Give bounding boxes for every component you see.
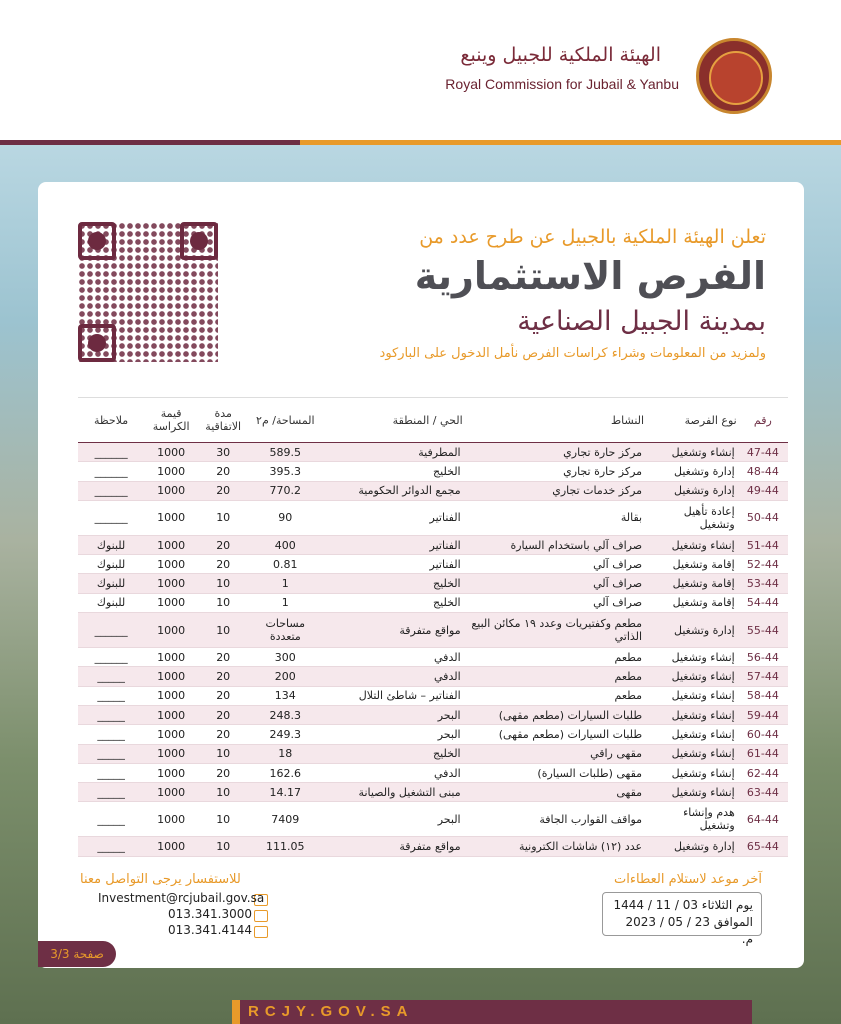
- table-cell: 59-44: [738, 705, 788, 724]
- table-cell: 7409: [248, 802, 322, 837]
- table-cell: إدارة وتشغيل: [645, 462, 738, 481]
- table-row: [78, 705, 788, 724]
- table-cell: 54-44: [738, 593, 788, 612]
- table-cell: 14.17: [248, 783, 322, 802]
- top-header: [0, 0, 841, 140]
- table-cell: _____: [78, 686, 144, 705]
- table-cell: ______: [78, 500, 144, 535]
- table-cell: مواقف القوارب الجافة: [464, 802, 645, 837]
- table-row: [78, 593, 788, 612]
- table-row: [78, 763, 788, 782]
- table-row: [78, 783, 788, 802]
- table-row: [78, 744, 788, 763]
- footer-url[interactable]: RCJY.GOV.SA: [248, 1003, 414, 1020]
- org-name-english: Royal Commission for Jubail & Yanbu: [445, 76, 679, 92]
- contact-phone1[interactable]: 013.341.3000: [168, 907, 252, 921]
- table-cell: 20: [198, 763, 248, 782]
- table-cell: 10: [198, 783, 248, 802]
- contact-email[interactable]: Investment@rcjubail.gov.sa: [98, 891, 265, 905]
- opportunities-table: [78, 397, 788, 857]
- table-cell: الفناتير: [322, 555, 463, 574]
- table-cell: 58-44: [738, 686, 788, 705]
- table-cell: 20: [198, 725, 248, 744]
- table-cell: طلبات السيارات (مطعم مقهى): [464, 705, 645, 724]
- table-cell: 65-44: [738, 837, 788, 856]
- table-cell: المطرفية: [322, 443, 463, 462]
- table-cell: الفناتير: [322, 535, 463, 554]
- table-cell: _____: [78, 725, 144, 744]
- table-cell: إدارة وتشغيل: [645, 613, 738, 648]
- table-cell: 10: [198, 593, 248, 612]
- table-cell: 51-44: [738, 535, 788, 554]
- table-cell: _____: [78, 763, 144, 782]
- table-cell: 1000: [144, 744, 198, 763]
- announcement-line1: تعلن الهيئة الملكية بالجبيل عن طرح عدد من: [419, 226, 766, 248]
- phone-icon: [254, 910, 268, 922]
- table-cell: 56-44: [738, 648, 788, 667]
- table-row: [78, 802, 788, 837]
- table-cell: بقالة: [464, 500, 645, 535]
- table-row: [78, 574, 788, 593]
- table-cell: 1000: [144, 481, 198, 500]
- table-cell: إنشاء وتشغيل: [645, 763, 738, 782]
- table-cell: إدارة وتشغيل: [645, 481, 738, 500]
- table-cell: 134: [248, 686, 322, 705]
- table-cell: 10: [198, 500, 248, 535]
- column-header: المساحة/ م٢: [248, 398, 322, 443]
- table-cell: 52-44: [738, 555, 788, 574]
- table-cell: مركز حارة تجاري: [464, 443, 645, 462]
- table-cell: 64-44: [738, 802, 788, 837]
- table-cell: 63-44: [738, 783, 788, 802]
- kingdom-seal-logo: [696, 38, 772, 114]
- table-cell: الخليج: [322, 462, 463, 481]
- table-cell: الفناتير: [322, 500, 463, 535]
- table-cell: 57-44: [738, 667, 788, 686]
- table-cell: البحر: [322, 725, 463, 744]
- deadline-date-hijri: يوم الثلاثاء 03 / 11 / 1444: [613, 898, 753, 912]
- column-header: ملاحظة: [78, 398, 144, 443]
- table-cell: 1000: [144, 535, 198, 554]
- table-cell: مطعم: [464, 686, 645, 705]
- table-cell: مطعم وكفتيريات وعدد ١٩ مكائن البيع الذاتي: [464, 613, 645, 648]
- table-row: [78, 462, 788, 481]
- table-cell: إقامة وتشغيل: [645, 593, 738, 612]
- table-cell: الخليج: [322, 744, 463, 763]
- table-cell: 10: [198, 837, 248, 856]
- table-cell: ______: [78, 648, 144, 667]
- table-cell: 1000: [144, 613, 198, 648]
- column-header: مدة الاتفاقية: [198, 398, 248, 443]
- table-cell: إقامة وتشغيل: [645, 555, 738, 574]
- deadline-box: [602, 892, 762, 946]
- table-cell: إنشاء وتشغيل: [645, 686, 738, 705]
- table-cell: صراف آلي باستخدام السيارة: [464, 535, 645, 554]
- table-row: [78, 648, 788, 667]
- table-cell: 50-44: [738, 500, 788, 535]
- table-cell: صراف آلي: [464, 574, 645, 593]
- table-cell: 10: [198, 744, 248, 763]
- table-cell: مقهى راقي: [464, 744, 645, 763]
- table-cell: 20: [198, 686, 248, 705]
- table-cell: 53-44: [738, 574, 788, 593]
- table-cell: إنشاء وتشغيل: [645, 667, 738, 686]
- table-cell: 1000: [144, 783, 198, 802]
- table-cell: 20: [198, 462, 248, 481]
- table-cell: 61-44: [738, 744, 788, 763]
- table-cell: مطعم: [464, 648, 645, 667]
- table-cell: إنشاء وتشغيل: [645, 648, 738, 667]
- table-cell: ______: [78, 462, 144, 481]
- table-cell: 1000: [144, 500, 198, 535]
- table-cell: 20: [198, 667, 248, 686]
- table-cell: 400: [248, 535, 322, 554]
- table-row: [78, 443, 788, 462]
- table-cell: مركز خدمات تجاري: [464, 481, 645, 500]
- table-cell: مواقع متفرقة: [322, 837, 463, 856]
- column-header: الحي / المنطقة: [322, 398, 463, 443]
- table-cell: إنشاء وتشغيل: [645, 443, 738, 462]
- table-cell: 49-44: [738, 481, 788, 500]
- table-cell: 249.3: [248, 725, 322, 744]
- column-header: نوع الفرصة: [645, 398, 738, 443]
- table-cell: 1: [248, 574, 322, 593]
- table-cell: الخليج: [322, 593, 463, 612]
- content-card: [38, 182, 804, 968]
- table-cell: 770.2: [248, 481, 322, 500]
- table-cell: 1000: [144, 593, 198, 612]
- table-row: [78, 725, 788, 744]
- table-row: [78, 686, 788, 705]
- table-cell: _____: [78, 783, 144, 802]
- announcement-note: ولمزيد من المعلومات وشراء كراسات الفرص نأمل الدخول على الباركود: [379, 346, 766, 361]
- qr-code[interactable]: [78, 222, 218, 362]
- table-cell: 20: [198, 648, 248, 667]
- table-cell: إعادة تأهيل وتشغيل: [645, 500, 738, 535]
- table-cell: 10: [198, 802, 248, 837]
- table-cell: إنشاء وتشغيل: [645, 783, 738, 802]
- table-cell: مبنى التشغيل والصيانة: [322, 783, 463, 802]
- table-cell: 55-44: [738, 613, 788, 648]
- table-cell: إنشاء وتشغيل: [645, 535, 738, 554]
- table-cell: 20: [198, 535, 248, 554]
- table-cell: مواقع متفرقة: [322, 613, 463, 648]
- announcement-city: بمدينة الجبيل الصناعية: [517, 306, 766, 337]
- table-cell: 1000: [144, 725, 198, 744]
- table-cell: إقامة وتشغيل: [645, 574, 738, 593]
- table-cell: _____: [78, 705, 144, 724]
- table-cell: صراف آلي: [464, 555, 645, 574]
- table-cell: 300: [248, 648, 322, 667]
- table-cell: الخليج: [322, 574, 463, 593]
- table-cell: 48-44: [738, 462, 788, 481]
- table-cell: 1000: [144, 648, 198, 667]
- contact-title: للاستفسار يرجى التواصل معنا: [80, 872, 241, 887]
- table-row: [78, 667, 788, 686]
- table-cell: 1000: [144, 555, 198, 574]
- table-cell: ______: [78, 481, 144, 500]
- table-cell: مقهى (طلبات السيارة): [464, 763, 645, 782]
- table-cell: الدفي: [322, 763, 463, 782]
- table-cell: _____: [78, 837, 144, 856]
- table-cell: 1000: [144, 667, 198, 686]
- table-cell: 1000: [144, 574, 198, 593]
- org-name-arabic: الهيئة الملكية للجبيل وينبع: [460, 44, 661, 66]
- table-cell: 10: [198, 574, 248, 593]
- table-cell: 90: [248, 500, 322, 535]
- table-row: [78, 500, 788, 535]
- table-cell: 62-44: [738, 763, 788, 782]
- table-cell: 248.3: [248, 705, 322, 724]
- table-cell: 18: [248, 744, 322, 763]
- table-cell: 1000: [144, 802, 198, 837]
- table-cell: إنشاء وتشغيل: [645, 744, 738, 763]
- table-cell: إدارة وتشغيل: [645, 837, 738, 856]
- table-cell: 1: [248, 593, 322, 612]
- column-header: النشاط: [464, 398, 645, 443]
- table-row: [78, 613, 788, 648]
- table-cell: الدفي: [322, 648, 463, 667]
- table-cell: 0.81: [248, 555, 322, 574]
- table-cell: مقهى: [464, 783, 645, 802]
- contact-phone2[interactable]: 013.341.4144: [168, 923, 252, 937]
- table-cell: إنشاء وتشغيل: [645, 705, 738, 724]
- table-cell: ______: [78, 443, 144, 462]
- table-cell: 47-44: [738, 443, 788, 462]
- table-cell: الفناتير – شاطئ التلال: [322, 686, 463, 705]
- table-cell: 162.6: [248, 763, 322, 782]
- table-cell: مركز حارة تجاري: [464, 462, 645, 481]
- table-cell: مجمع الدوائر الحكومية: [322, 481, 463, 500]
- table-cell: _____: [78, 667, 144, 686]
- table-row: [78, 481, 788, 500]
- table-row: [78, 837, 788, 856]
- fax-icon: [254, 926, 268, 938]
- table-cell: للبنوك: [78, 535, 144, 554]
- table-cell: 589.5: [248, 443, 322, 462]
- table-cell: 20: [198, 555, 248, 574]
- table-cell: 1000: [144, 705, 198, 724]
- table-cell: إنشاء وتشغيل: [645, 725, 738, 744]
- table-cell: طلبات السيارات (مطعم مقهى): [464, 725, 645, 744]
- table-cell: 1000: [144, 686, 198, 705]
- footer-bar: [232, 1000, 752, 1024]
- table-cell: 111.05: [248, 837, 322, 856]
- table-cell: عدد (١٢) شاشات الكترونية: [464, 837, 645, 856]
- table-cell: 200: [248, 667, 322, 686]
- table-cell: 10: [198, 613, 248, 648]
- table-cell: مطعم: [464, 667, 645, 686]
- table-cell: للبنوك: [78, 574, 144, 593]
- table-cell: ______: [78, 613, 144, 648]
- table-cell: 1000: [144, 763, 198, 782]
- deadline-date-gregorian: الموافق 23 / 05 / 2023 م.: [625, 915, 753, 946]
- table-cell: 1000: [144, 462, 198, 481]
- table-cell: 20: [198, 705, 248, 724]
- table-cell: الدفي: [322, 667, 463, 686]
- table-cell: مساحات متعددة: [248, 613, 322, 648]
- table-cell: _____: [78, 744, 144, 763]
- table-cell: _____: [78, 802, 144, 837]
- table-cell: 1000: [144, 443, 198, 462]
- announcement-title: الفرص الاستثمارية: [414, 254, 766, 298]
- table-row: [78, 535, 788, 554]
- table-cell: للبنوك: [78, 555, 144, 574]
- table-cell: 20: [198, 481, 248, 500]
- column-header: قيمة الكراسة: [144, 398, 198, 443]
- column-header: رقم: [738, 398, 788, 443]
- table-row: [78, 555, 788, 574]
- table-cell: للبنوك: [78, 593, 144, 612]
- deadline-title: آخر موعد لاستلام العطاءات: [614, 872, 762, 887]
- table-cell: البحر: [322, 802, 463, 837]
- table-cell: البحر: [322, 705, 463, 724]
- table-cell: هدم وإنشاء وتشغيل: [645, 802, 738, 837]
- table-cell: 30: [198, 443, 248, 462]
- table-cell: 60-44: [738, 725, 788, 744]
- page-indicator: صفحة 3/3: [38, 941, 116, 967]
- table-cell: صراف آلي: [464, 593, 645, 612]
- table-cell: 395.3: [248, 462, 322, 481]
- table-cell: 1000: [144, 837, 198, 856]
